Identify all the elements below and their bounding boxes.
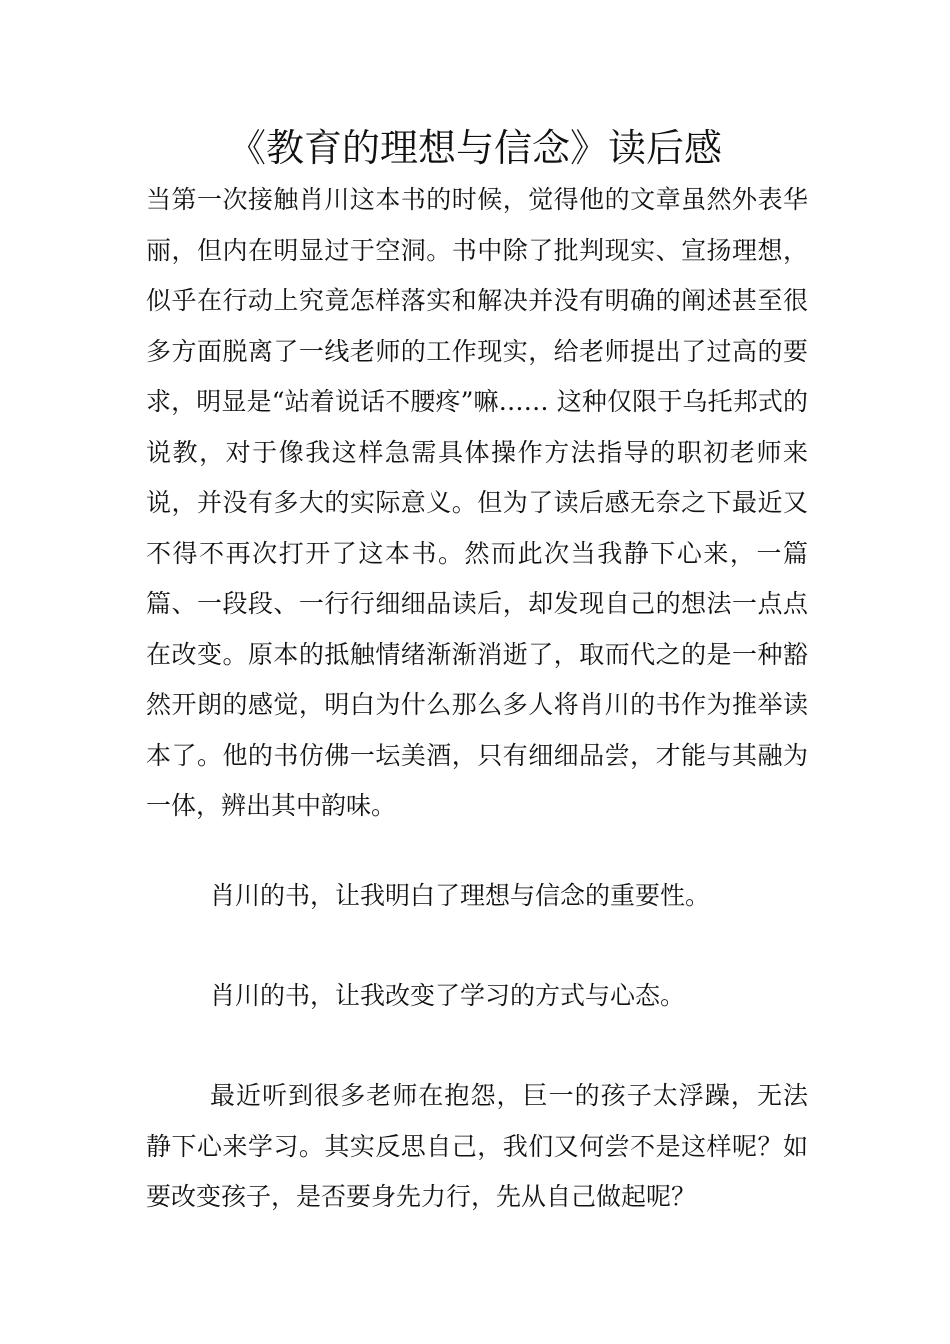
paragraph-3: 肖川的书，让我改变了学习的方式与心态。 xyxy=(210,981,686,1010)
paragraph-2: 肖川的书，让我明白了理想与信念的重要性。 xyxy=(210,881,711,910)
document-title: 《教育的理想与信念》读后感 xyxy=(227,126,722,170)
paragraph-4: 最近听到很多老师在抱怨，巨一的孩子太浮躁，无法静下心来学习。其实反思自己，我们又何尝不是这样呢？如要改变孩子，是否要身先力行，先从自己做起呢？ xyxy=(146,1081,808,1211)
paragraph-1: 当第一次接触肖川这本书的时候，觉得他的文章虽然外表华丽，但内在明显过于空洞。书中除了批判现实、宣扬理想，似乎在行动上究竟怎样落实和解决并没有明确的阐述甚至很多方面脱离了一线老师的工作现实，给老师提出了过高的要求，明显是“站着说话不腰疼”嘛…… 这种仅限于乌托邦式的说教，对于像我这样急需具体操作方法指导的职初老师来说，并没有多大的实际意义。但为了读后感无奈之下最近又不得不再次打开了这本书。然而此次当我静下心来，一篇篇、一段段、一行行细细品读后，却发现自己的想法一点点在改变。原本的抵触情绪渐渐消逝了，取而代之的是一种豁然开朗的感觉，明白为什么那么多人将肖川的书作为推举读本了。他的书仿佛一坛美酒，只有细细品尝，才能与其融为一体，辨出其中韵味。 xyxy=(146,185,808,820)
